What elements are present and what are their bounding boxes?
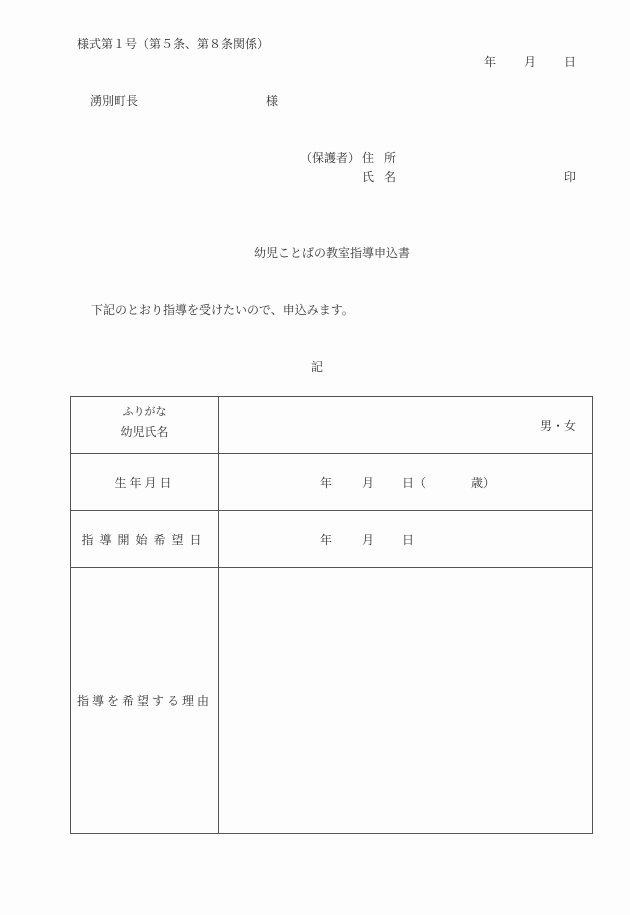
document-title: 幼児ことばの教室指導申込書 xyxy=(253,246,410,260)
table-row-start-date xyxy=(71,511,593,568)
intro-text: 下記のとおり指導を受けたいので、申込みます。 xyxy=(91,303,354,317)
child-name-field[interactable] xyxy=(219,397,593,454)
birthdate-label: 生年月日 xyxy=(114,475,175,490)
child-name-label-cell xyxy=(71,397,219,454)
addressee-honorific: 様 xyxy=(266,94,279,108)
start-date-field[interactable] xyxy=(219,511,593,568)
application-table xyxy=(70,396,593,834)
reason-label-cell xyxy=(71,568,219,834)
form-number: 様式第１号（第５条、第８条関係） xyxy=(77,37,270,51)
child-name-label: 幼児氏名 xyxy=(120,424,169,439)
table-row-child-name xyxy=(71,397,593,454)
table-row-reason xyxy=(71,568,593,834)
date-month-label: 月 xyxy=(523,55,536,69)
reason-field[interactable] xyxy=(219,568,593,834)
guardian-label: （保護者） xyxy=(300,151,361,165)
birth-day-label: 日（ xyxy=(402,475,427,490)
seal-label: 印 xyxy=(564,170,577,184)
addressee-name: 湧別町長 xyxy=(90,94,139,108)
date-day-label: 日 xyxy=(563,55,576,69)
start-date-label: 指導開始希望日 xyxy=(81,532,208,547)
start-month-label: 月 xyxy=(362,532,375,547)
birthdate-label-cell xyxy=(71,454,219,511)
name-label: 氏名 xyxy=(362,170,407,184)
table-row-birthdate xyxy=(71,454,593,511)
start-date-label-cell xyxy=(71,511,219,568)
ki-label: 記 xyxy=(310,360,323,374)
address-label: 住所 xyxy=(362,151,407,165)
date-year-label: 年 xyxy=(483,55,496,69)
furigana-label: ふりがな xyxy=(122,404,167,418)
birth-year-label: 年 xyxy=(320,475,333,490)
start-year-label: 年 xyxy=(320,532,333,547)
start-day-label: 日 xyxy=(402,532,415,547)
age-label: 歳） xyxy=(471,475,496,490)
reason-label: 指導を希望する理由 xyxy=(76,694,212,708)
sex-selector[interactable]: 男・女 xyxy=(539,418,576,433)
submission-date xyxy=(484,56,576,68)
birth-month-label: 月 xyxy=(362,475,375,490)
birthdate-field[interactable] xyxy=(219,454,593,511)
